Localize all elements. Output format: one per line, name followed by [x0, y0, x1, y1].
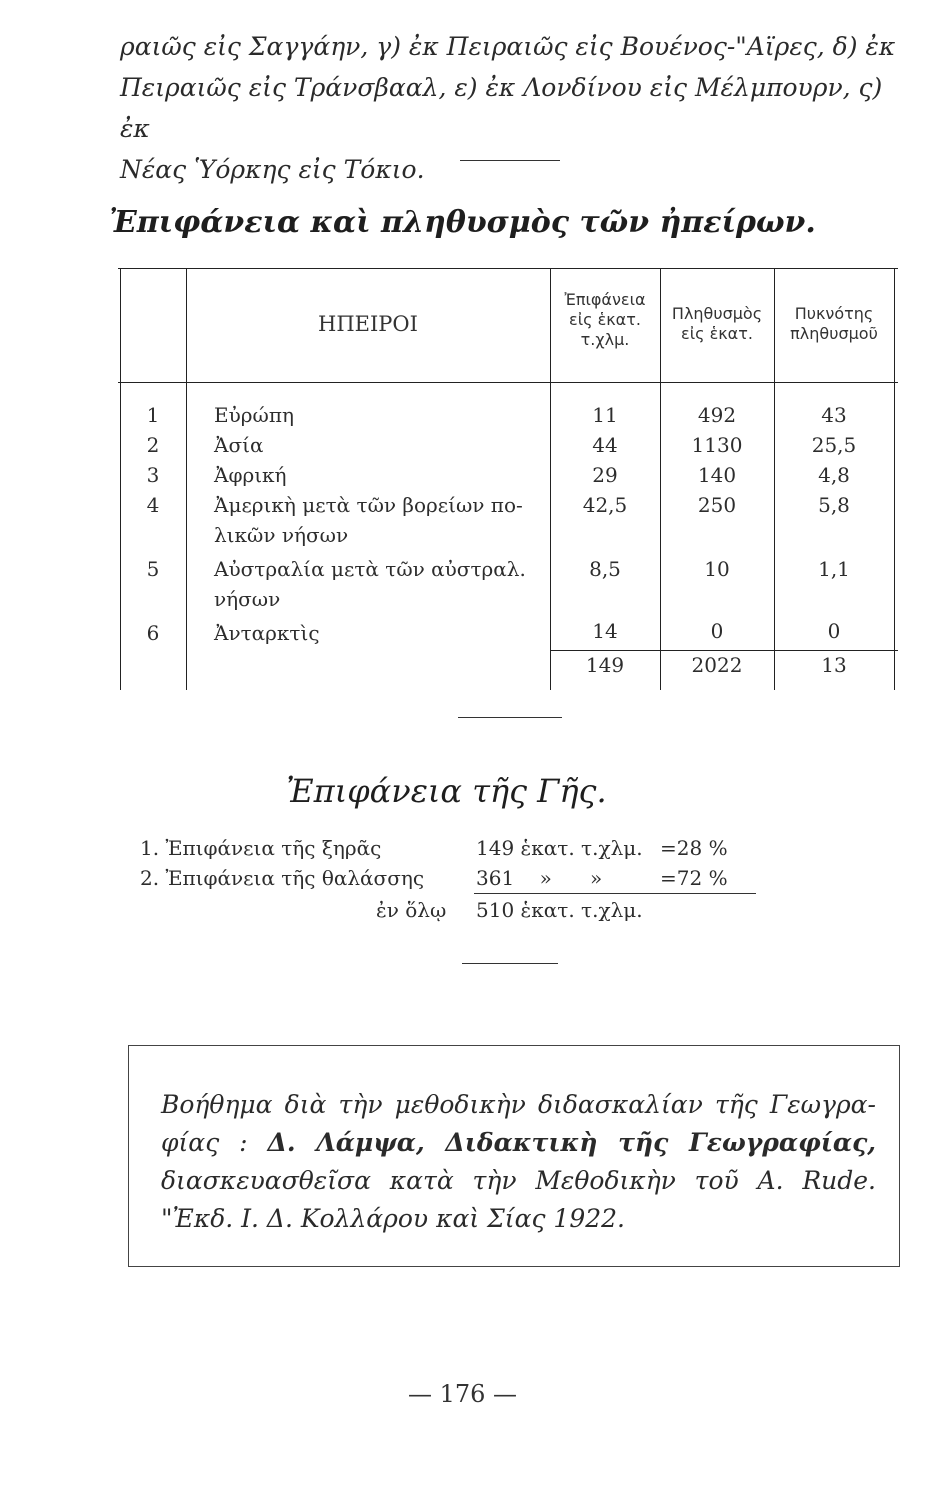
continent-area: 14	[592, 619, 618, 643]
continent-density: 25,5	[811, 433, 857, 457]
continent-density: 4,8	[818, 463, 850, 487]
bibliography-author: Δ. Λάμψα, Διδακτικὴ τῆς Γεωγραφίας,	[267, 1128, 876, 1157]
table-top-border	[118, 268, 898, 269]
header-density-line: Πυκνότης	[794, 304, 874, 323]
row-number: 5	[146, 557, 160, 581]
earth-label: 1. Ἐπιφάνεια τῆς ξηρᾶς	[140, 836, 382, 860]
continent-name-continuation: νήσων	[214, 587, 281, 611]
continent-population: 0	[710, 619, 724, 643]
header-area-line: τ.χλμ.	[580, 330, 630, 349]
continent-population: 250	[697, 493, 737, 517]
continent-density: 0	[827, 619, 841, 643]
continent-density: 5,8	[818, 493, 850, 517]
continents-title: Ἐπιφάνεια καὶ πληθυσμὸς τῶν ἠπείρων.	[109, 205, 816, 240]
total-density: 13	[821, 653, 847, 677]
continents-table	[118, 260, 898, 690]
page-number: — 176 —	[407, 1380, 518, 1408]
continent-density: 1,1	[818, 557, 850, 581]
earth-total-value: 510 ἑκατ. τ.χλμ.	[476, 898, 643, 922]
row-number: 4	[146, 493, 160, 517]
header-area	[550, 290, 660, 350]
earth-title: Ἐπιφάνεια τῆς Γῆς.	[286, 772, 607, 810]
section-divider	[460, 160, 560, 161]
earth-total-label: ἐν ὅλῳ	[376, 898, 447, 922]
earth-value: 361 » »	[476, 866, 603, 890]
continent-name: Εὐρώπη	[214, 403, 294, 427]
bibliography-part: Βοήθημα διὰ τὴν μεθοδικὴν διδασκαλίαν τῆς Γεωγρα-φίας :	[161, 1090, 876, 1157]
table-right-border	[894, 268, 895, 690]
intro-line: Πειραιῶς εἰς Τράνσβααλ, ε) ἐκ Λονδίνου εἰς Μέλμπουρν, ς) ἐκ	[120, 73, 883, 143]
row-number: 3	[146, 463, 160, 487]
earth-percent: =72 %	[660, 866, 728, 890]
continent-name: Ἀμερικὴ μετὰ τῶν βορείων πο-	[214, 493, 523, 517]
header-density	[774, 304, 894, 344]
continent-area: 42,5	[582, 493, 628, 517]
bibliography-text	[161, 1086, 876, 1238]
header-population-line: εἰς ἑκατ.	[681, 324, 753, 343]
row-number: 1	[146, 403, 160, 427]
section-divider	[458, 717, 562, 718]
bibliography-part: διασκευασθεῖσα κατὰ τὴν Μεθοδικὴν τοῦ Α. Rude. "Ἐκδ. Ι. Δ. Κολλάρου καὶ Σίας 1922.	[161, 1166, 876, 1233]
header-continents: ΗΠΕΙΡΟΙ	[318, 312, 418, 336]
intro-line: ραιῶς εἰς Σαγγάην, γ) ἐκ Πειραιῶς εἰς Βουένος-"Αϊρες, δ) ἐκ	[120, 32, 896, 61]
header-density-line: πληθυσμοῦ	[790, 324, 878, 343]
list-item	[140, 836, 381, 866]
earth-value: 149 ἑκατ. τ.χλμ.	[476, 836, 643, 860]
header-population-line: Πληθυσμὸς	[671, 304, 763, 323]
header-area-line: εἰς ἑκατ.	[569, 310, 641, 329]
header-population	[660, 304, 774, 344]
table-header-border	[118, 382, 898, 383]
bibliography-box	[128, 1045, 900, 1267]
earth-percent: =28 %	[660, 836, 728, 860]
list-item	[140, 866, 424, 896]
total-population: 2022	[691, 653, 743, 677]
continent-area: 8,5	[589, 557, 621, 581]
row-number: 2	[146, 433, 160, 457]
continent-area: 11	[592, 403, 618, 427]
total-area: 149	[585, 653, 625, 677]
intro-paragraph	[120, 26, 900, 190]
continent-name: Ἀνταρκτὶς	[214, 621, 320, 645]
continent-area: 44	[592, 433, 618, 457]
continent-population: 10	[704, 557, 730, 581]
sum-underline	[474, 893, 756, 894]
continent-density: 43	[821, 403, 847, 427]
section-divider	[462, 963, 558, 964]
continent-name: Ἀσία	[214, 433, 264, 457]
continent-name: Αὐστραλία μετὰ τῶν αὐστραλ.	[214, 557, 526, 581]
continent-area: 29	[592, 463, 618, 487]
row-number: 6	[146, 621, 160, 645]
continent-population: 492	[697, 403, 737, 427]
earth-label: 2. Ἐπιφάνεια τῆς θαλάσσης	[140, 866, 425, 890]
header-area-line: Ἐπιφάνεια	[564, 290, 646, 309]
continent-name-continuation: λικῶν νήσων	[214, 523, 349, 547]
intro-line: Νέας Ὑόρκης εἰς Τόκιο.	[120, 155, 425, 184]
continent-population: 1130	[691, 433, 743, 457]
continent-name: Ἀφρική	[214, 463, 287, 487]
continent-population: 140	[697, 463, 737, 487]
